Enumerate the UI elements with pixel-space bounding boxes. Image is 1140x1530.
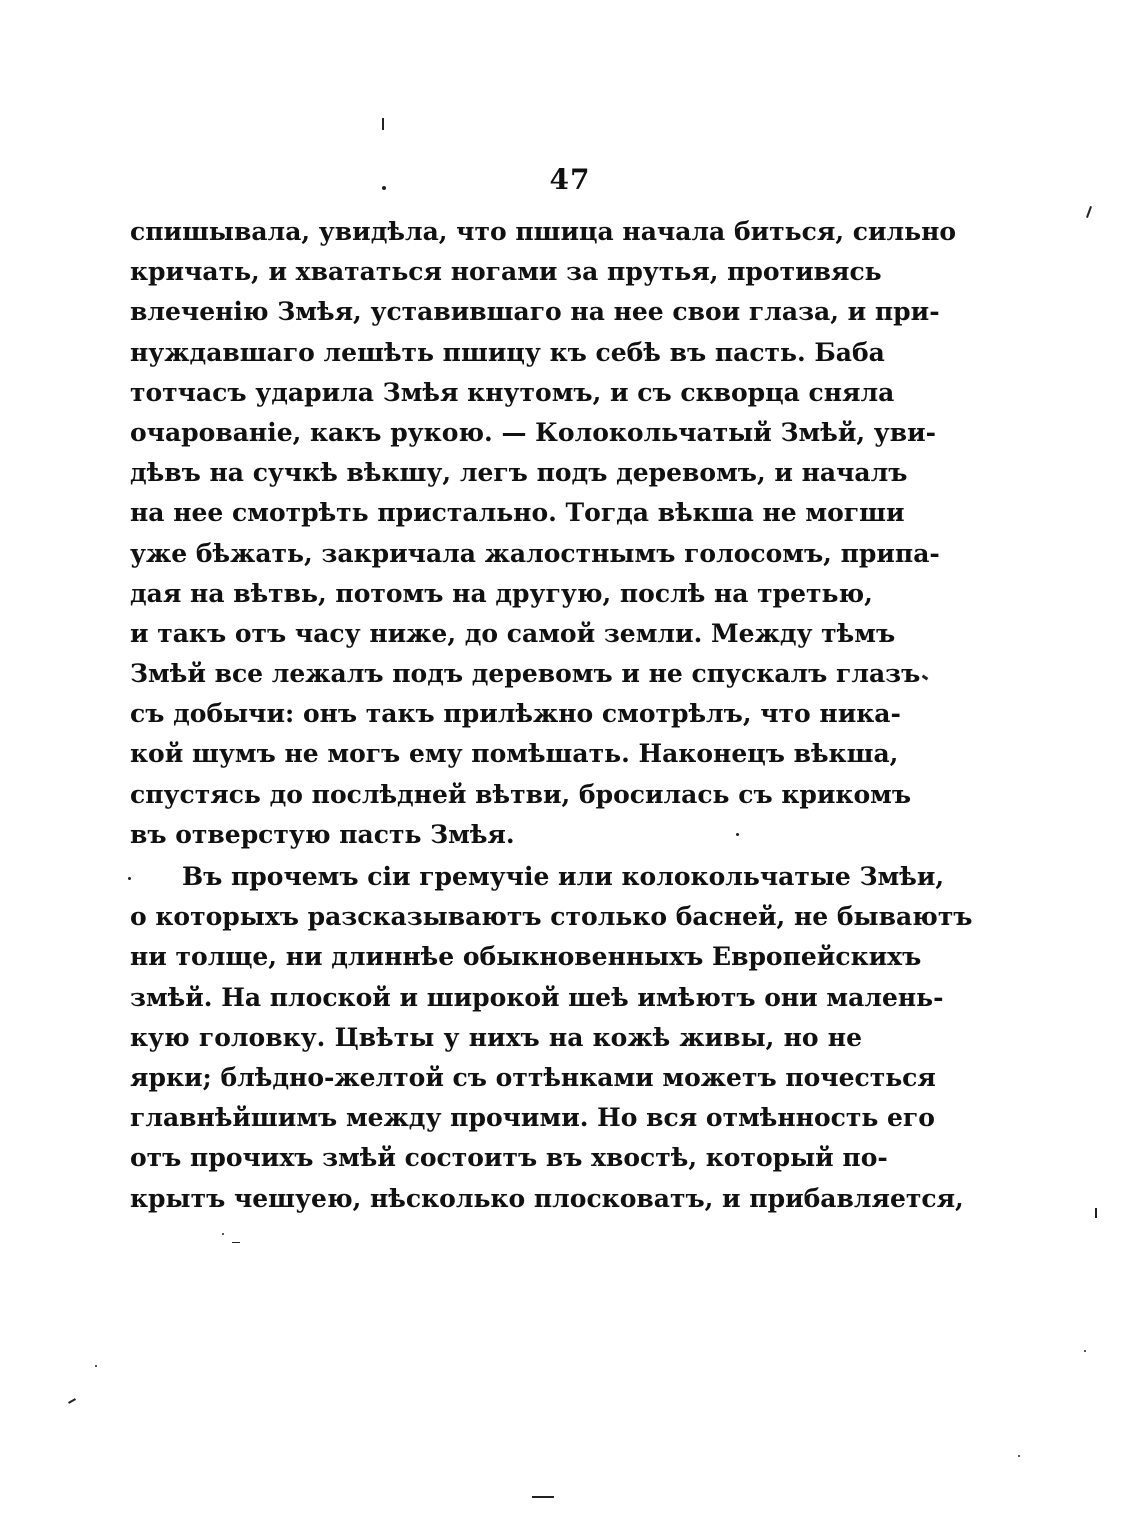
scan-speck: [1084, 1350, 1086, 1352]
body-text: [130, 212, 973, 1219]
text-line: кой шумъ не могъ ему помѣшать. Наконецъ вѣкша,: [130, 739, 899, 769]
text-line: дая на вѣтвь, потомъ на другую, послѣ на третью,: [130, 578, 873, 608]
text-line: крытъ чешуею, нѣсколько плосковатъ, и прибавляется,: [130, 1183, 964, 1213]
scan-speck: [1095, 1208, 1097, 1218]
text-line: ни толще, ни длиннѣе обыкновенныхъ Европейскихъ: [130, 942, 922, 972]
text-line: о которыхъ разсказываютъ столько басней, не бываютъ: [130, 902, 973, 932]
scan-speck: [68, 1398, 76, 1404]
text-line: кую головку. Цвѣты у нихъ на кожѣ живы, но не: [130, 1022, 862, 1052]
text-line: очарованіе, какъ рукою. — Колокольчатый Змѣй, уви-: [130, 417, 937, 447]
scan-speck: [1018, 1455, 1020, 1457]
paragraph-2: [130, 857, 973, 1219]
text-line: влеченію Змѣя, уставившаго на нее свои глаза, и при-: [130, 297, 940, 327]
text-line: нуждавшаго лешѣть пшицу къ себѣ въ пасть. Баба: [130, 337, 885, 367]
text-line: спустясь до послѣдней вѣтви, бросилась съ крикомъ: [130, 779, 912, 809]
text-line: спишывала, увидѣла, что пшица начала биться, сильно: [130, 217, 957, 246]
scan-speck: [1086, 206, 1092, 218]
scan-speck: [736, 833, 739, 836]
scan-speck: [382, 118, 384, 130]
scan-speck: [232, 1242, 240, 1243]
text-line: въ отверстую пасть Змѣя.: [130, 819, 515, 849]
text-line: на нее смотрѣть пристально. Тогда вѣкша не могши: [130, 498, 905, 528]
scan-speck: [922, 675, 929, 681]
text-line: и такъ отъ часу ниже, до самой земли. Между тѣмъ: [130, 618, 896, 648]
scan-speck: [382, 186, 386, 190]
text-line: тотчасъ ударила Змѣя кнутомъ, и съ скворца сняла: [130, 377, 895, 407]
text-line: змѣй. На плоской и широкой шеѣ имѣютъ они малень-: [130, 982, 944, 1012]
footer-rule: [532, 1496, 554, 1498]
scan-speck: [128, 877, 131, 880]
text-line: съ добычи: онъ такъ прилѣжно смотрѣлъ, что ника-: [130, 699, 901, 729]
text-line: отъ прочихъ змѣй состоитъ въ хвостѣ, который по-: [130, 1143, 888, 1173]
text-line: ярки; блѣдно-желтой съ оттѣнками можетъ почесться: [130, 1062, 936, 1092]
text-line: Въ прочемъ сіи гремучіе или колокольчатые Змѣи,: [182, 862, 945, 891]
text-line: уже бѣжать, закричала жалостнымъ голосомъ, припа-: [130, 538, 940, 568]
text-line: главнѣйшимъ между прочими. Но вся отмѣнность его: [130, 1103, 935, 1133]
text-line: дѣвъ на сучкѣ вѣкшу, легъ подъ деревомъ, и началъ: [130, 458, 908, 488]
scan-speck: [222, 1233, 224, 1235]
page-number: 47: [549, 163, 591, 196]
scan-speck: [95, 1365, 97, 1367]
paragraph-1: [130, 212, 957, 855]
text-line: Змѣй все лежалъ подъ деревомъ и не спускалъ глазъ: [130, 659, 921, 689]
text-line: кричать, и хвататься ногами за прутья, противясь: [130, 257, 882, 287]
